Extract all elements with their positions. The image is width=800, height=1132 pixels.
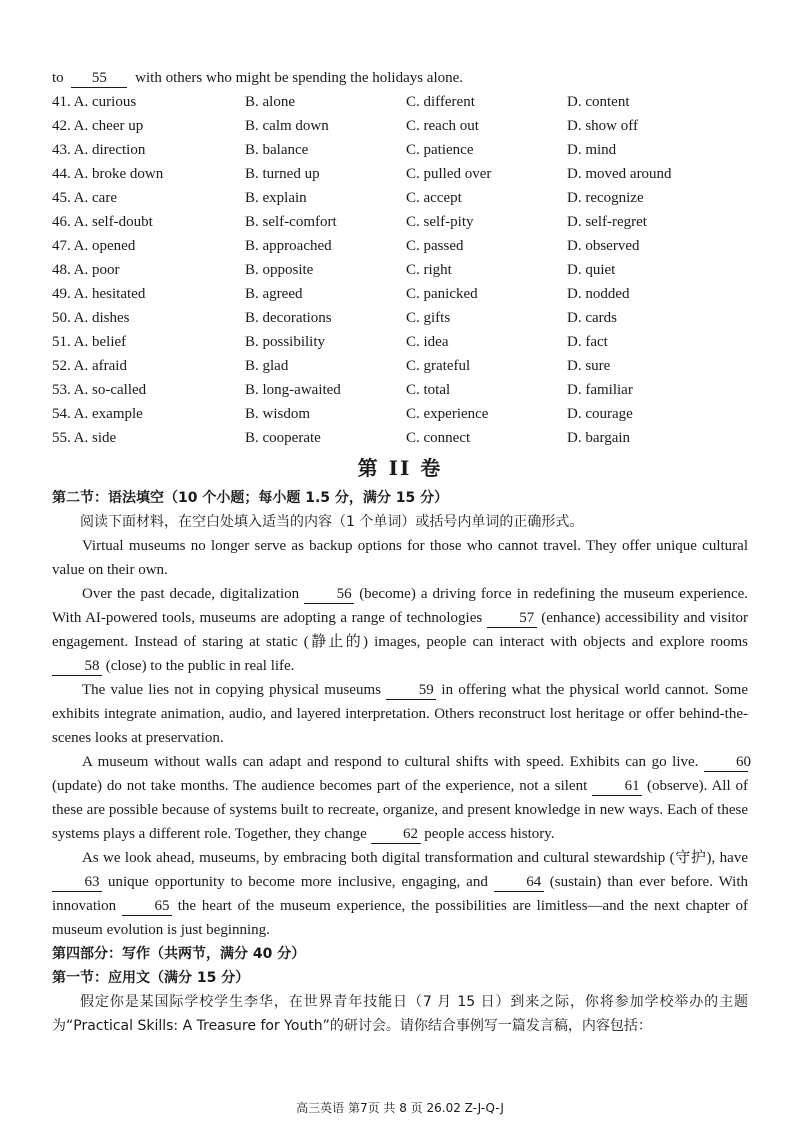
option-choice: 53. A. so-called	[52, 382, 147, 398]
option-choice: 41. A. curious	[52, 94, 137, 110]
option-choice: D. quiet	[567, 262, 616, 278]
option-choice: C. panicked	[406, 286, 478, 302]
option-choice: 50. A. dishes	[52, 310, 130, 326]
options-table	[52, 90, 748, 450]
option-choice: B. explain	[245, 190, 307, 206]
part4-heading: 第四部分：写作（共两节，满分 40 分）	[52, 946, 306, 962]
option-choice: C. self-pity	[406, 214, 474, 230]
option-choice: 43. A. direction	[52, 142, 146, 158]
option-row	[52, 402, 748, 426]
option-row	[52, 306, 748, 330]
option-choice: D. courage	[567, 406, 633, 422]
option-choice: 49. A. hesitated	[52, 286, 146, 302]
blank-60: 60	[704, 754, 748, 772]
option-choice: 45. A. care	[52, 190, 117, 206]
option-choice: 55. A. side	[52, 430, 117, 446]
intro-text-pre: to	[52, 70, 64, 86]
option-row	[52, 282, 748, 306]
option-choice: 46. A. self-doubt	[52, 214, 153, 230]
option-row	[52, 114, 748, 138]
option-choice: D. nodded	[567, 286, 630, 302]
option-choice: C. right	[406, 262, 452, 278]
option-choice: D. show off	[567, 118, 638, 134]
option-choice: C. experience	[406, 406, 489, 422]
option-choice: C. grateful	[406, 358, 471, 374]
section2-heading: 第二节：语法填空（10 个小题；每小题 1.5 分，满分 15 分）	[52, 490, 449, 506]
option-row	[52, 210, 748, 234]
page-footer: 高三英语 第7页 共 8 页 26.02 Z-J-Q-J	[296, 1101, 504, 1115]
passage-paragraph-5: As we look ahead, museums, by embracing both digital transformation and cultural stewardship (守护), have 63 unique opportunity to become more inclusive, engaging, and 64 (sustain) than ever before. With innovation 65 the heart of the museum experience, the possibilities are limitless—and the next chapter of museum evolution is just beginning.	[52, 850, 749, 938]
option-choice: D. content	[567, 94, 630, 110]
option-choice: B. alone	[245, 94, 295, 110]
option-choice: B. approached	[245, 238, 332, 254]
option-choice: D. moved around	[567, 166, 672, 182]
option-choice: D. fact	[567, 334, 608, 350]
option-choice: C. accept	[406, 190, 462, 206]
option-choice: C. reach out	[406, 118, 479, 134]
intro-text-post: with others who might be spending the holidays alone.	[135, 70, 464, 86]
exam-page	[52, 66, 752, 1038]
option-row	[52, 378, 748, 402]
option-choice: B. long-awaited	[245, 382, 341, 398]
option-choice: 44. A. broke down	[52, 166, 164, 182]
option-choice: C. pulled over	[406, 166, 492, 182]
option-choice: B. glad	[245, 358, 289, 374]
option-choice: D. recognize	[567, 190, 644, 206]
option-choice: D. familiar	[567, 382, 633, 398]
blank-55: 55	[71, 70, 127, 88]
option-choice: B. turned up	[245, 166, 320, 182]
passage-paragraph-2: Over the past decade, digitalization 56 (become) a driving force in redefining the museum experience. With AI-powered tools, museums are adopting a range of technologies 57 (enhance) accessibility and visitor engagement. Instead of staring at static (静止的) images, people can interact with objects and explore rooms 58 (close) to the public in real life.	[52, 586, 749, 674]
blank-56: 56	[304, 586, 354, 604]
option-choice: D. bargain	[567, 430, 631, 446]
option-choice: D. mind	[567, 142, 617, 158]
passage-paragraph-3: The value lies not in copying physical museums 59 in offering what the physical world cannot. Some exhibits integrate animation, audio, and layered interpretation. Others reconstruct lost heritage or offer behind-the-scenes looks at preservation.	[52, 682, 748, 746]
option-choice: B. agreed	[245, 286, 303, 302]
option-choice: 48. A. poor	[52, 262, 120, 278]
option-choice: C. total	[406, 382, 451, 398]
option-choice: B. cooperate	[245, 430, 321, 446]
option-choice: C. gifts	[406, 310, 451, 326]
blank-63: 63	[52, 874, 102, 892]
blank-59: 59	[386, 682, 436, 700]
option-row	[52, 258, 748, 282]
option-choice: 54. A. example	[52, 406, 143, 422]
option-row	[52, 162, 748, 186]
option-row	[52, 234, 748, 258]
option-choice: C. connect	[406, 430, 471, 446]
option-choice: C. passed	[406, 238, 464, 254]
option-choice: D. self-regret	[567, 214, 647, 230]
option-choice: 47. A. opened	[52, 238, 136, 254]
option-choice: D. sure	[567, 358, 611, 374]
passage-paragraph-4: A museum without walls can adapt and respond to cultural shifts with speed. Exhibits can go live. 60 (update) do not take months. The audience becomes part of the experience, not a silent 61 (observe). All of these are possible because of systems built to recreate, organize, and present knowledge in new ways. Each of these systems plays a different role. Together, they change 62 people access history.	[52, 754, 752, 842]
blank-62: 62	[371, 826, 421, 844]
option-choice: D. observed	[567, 238, 640, 254]
passage-paragraph-1: Virtual museums no longer serve as backup options for those who cannot travel. They offer unique cultural value on their own.	[52, 538, 748, 578]
part-title: 第 II 卷	[357, 456, 443, 480]
part4-section1-heading: 第一节：应用文（满分 15 分）	[52, 970, 250, 986]
blank-65: 65	[122, 898, 172, 916]
option-choice: B. wisdom	[245, 406, 311, 422]
option-choice: C. idea	[406, 334, 449, 350]
option-row	[52, 354, 748, 378]
option-choice: 52. A. afraid	[52, 358, 127, 374]
blank-58: 58	[52, 658, 102, 676]
option-row	[52, 426, 748, 450]
option-choice: B. possibility	[245, 334, 326, 350]
intro-line	[52, 66, 748, 90]
blank-64: 64	[494, 874, 544, 892]
option-row	[52, 186, 748, 210]
writing-prompt: 假定你是某国际学校学生李华，在世界青年技能日（7 月 15 日）到来之际，你将参加学校举办的主题为“Practical Skills: A Treasure for Youth”的研讨会。请你结合事例写一篇发言稿，内容包括：	[52, 994, 748, 1034]
option-row	[52, 330, 748, 354]
option-choice: B. self-comfort	[245, 214, 337, 230]
option-choice: B. opposite	[245, 262, 314, 278]
option-choice: 42. A. cheer up	[52, 118, 144, 134]
option-choice: B. calm down	[245, 118, 329, 134]
option-row	[52, 138, 748, 162]
option-row	[52, 90, 748, 114]
option-choice: B. decorations	[245, 310, 332, 326]
blank-61: 61	[592, 778, 642, 796]
option-choice: B. balance	[245, 142, 309, 158]
option-choice: C. different	[406, 94, 475, 110]
blank-57: 57	[487, 610, 537, 628]
section2-instruction: 阅读下面材料，在空白处填入适当的内容（1 个单词）或括号内单词的正确形式。	[80, 514, 584, 530]
option-choice: D. cards	[567, 310, 617, 326]
option-choice: C. patience	[406, 142, 474, 158]
option-choice: 51. A. belief	[52, 334, 127, 350]
passage	[52, 534, 752, 942]
